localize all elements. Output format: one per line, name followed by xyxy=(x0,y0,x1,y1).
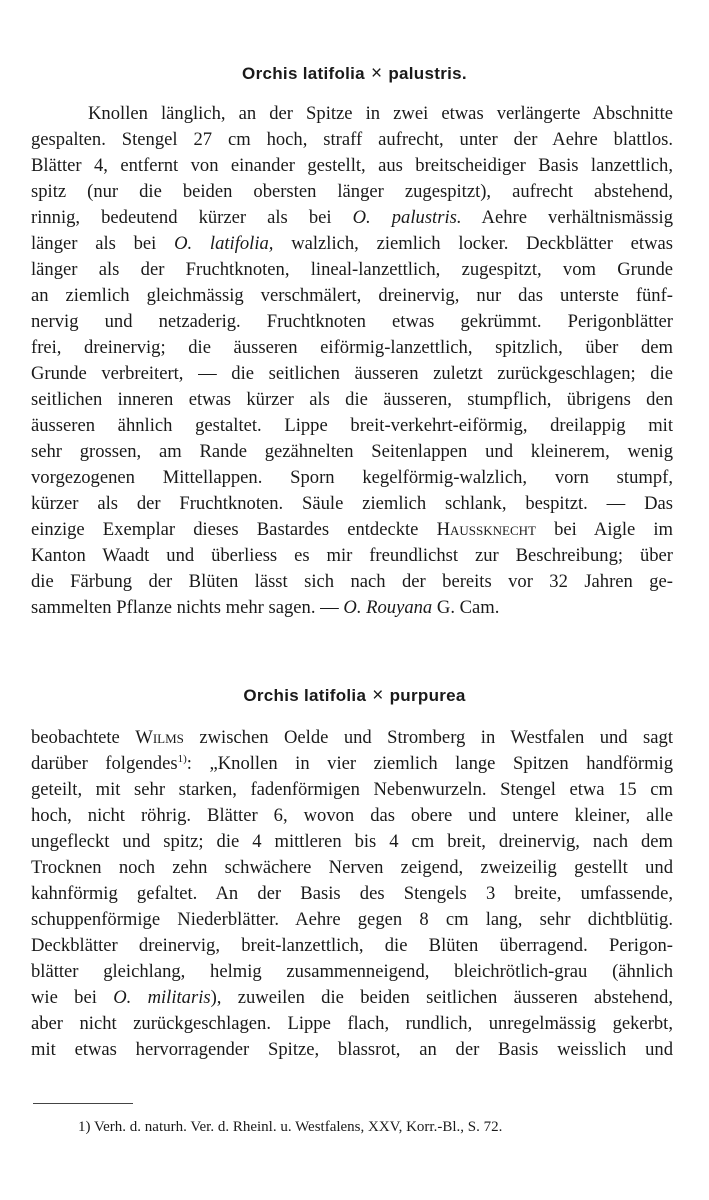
text-line: Knollen länglich, an der Spitze in zwei etwas verlängerte Abschnitte xyxy=(88,103,673,124)
collector-name: Haussknecht xyxy=(436,519,536,540)
text-line: ungefleckt und spitz; die 4 mittleren bis 4 cm breit, dreinervig, nach dem xyxy=(31,831,673,852)
text-line: die Färbung der Blüten lässt sich nach der bereits vor 32 Jahren ge- xyxy=(31,571,673,592)
footnote-text: Verh. d. naturh. Ver. d. Rheinl. u. Westfalens, XXV, Korr.-Bl., S. 72. xyxy=(93,1119,503,1135)
species-name: O. Rouyana xyxy=(343,597,433,618)
section-heading-latifolia-purpurea xyxy=(0,685,709,707)
text-line: schuppenförmige Niederblätter. Aehre gegen 8 cm lang, sehr dichtblütig. xyxy=(31,909,673,930)
text-line: geteilt, mit sehr starken, fadenförmigen Nebenwurzeln. Stengel etwa 15 cm xyxy=(31,779,673,800)
heading-left: Orchis latifolia xyxy=(243,686,367,705)
footnote-divider xyxy=(33,1103,133,1104)
section-heading-latifolia-palustris xyxy=(0,63,709,85)
text-segment: bei Aigle im xyxy=(554,519,673,540)
text-line: kürzer als der Fruchtknoten. Säule ziemlich schlank, bespitzt. — Das xyxy=(31,493,673,514)
text-line xyxy=(31,206,673,230)
text-line: Kanton Waadt und überliess es mir freundlichst zur Beschreibung; über xyxy=(31,545,673,566)
text-line: Trocknen noch zehn schwächere Nerven zeigend, zweizeilig gestellt und xyxy=(31,857,673,878)
text-line: kahnförmig gefaltet. An der Basis des Stengels 3 breite, umfassende, xyxy=(31,883,673,904)
text-segment: walzlich, ziemlich locker. Deckblätter etwas xyxy=(291,233,673,254)
heading-left: Orchis latifolia xyxy=(242,64,365,83)
text-segment: beobachtete xyxy=(31,727,120,748)
heading-right: palustris. xyxy=(388,64,467,83)
text-segment: : „Knollen in vier ziemlich lange Spitzen handförmig xyxy=(186,753,673,774)
text-line: frei, dreinervig; die äusseren eiförmig-lanzettlich, spitzlich, über dem xyxy=(31,337,673,358)
text-line: hoch, nicht röhrig. Blätter 6, wovon das obere und untere kleiner, alle xyxy=(31,805,673,826)
hybrid-cross-symbol: × xyxy=(372,685,384,706)
text-line: nervig und netzaderig. Fruchtknoten etwas gekrümmt. Perigonblätter xyxy=(31,311,673,332)
text-line: länger als der Fruchtknoten, lineal-lanzettlich, zugespitzt, vom Grunde xyxy=(31,259,673,280)
text-line xyxy=(31,752,673,776)
species-name: O. militaris xyxy=(113,987,211,1008)
text-line: sehr grossen, am Rande gezähnelten Seitenlappen und kleinerem, wenig xyxy=(31,441,673,462)
text-line: äusseren ähnlich gestaltet. Lippe breit-verkehrt-eiförmig, dreilappig mit xyxy=(31,415,673,436)
hybrid-cross-symbol: × xyxy=(370,63,383,84)
species-name: O. latifolia, xyxy=(174,233,274,254)
text-line: Deckblätter dreinervig, breit-lanzettlich, die Blüten überragend. Perigon- xyxy=(31,935,673,956)
text-line: mit etwas hervorragender Spitze, blassrot, an der Basis weisslich und xyxy=(31,1039,673,1060)
text-segment: Aehre verhältnismässig xyxy=(481,207,673,228)
observer-name: Wilms xyxy=(135,727,184,748)
text-line: seitlichen inneren etwas kürzer als die äusseren, stumpflich, übrigens den xyxy=(31,389,673,410)
text-segment: darüber folgendes xyxy=(31,753,178,774)
text-line: blätter gleichlang, helmig zusammenneigend, bleichrötlich-grau (ähnlich xyxy=(31,961,673,982)
text-segment: ), zuweilen die beiden seitlichen äusseren abstehend, xyxy=(210,987,673,1008)
text-line xyxy=(31,726,673,750)
text-line: vorgezogenen Mittellappen. Sporn kegelförmig-walzlich, vorn stumpf, xyxy=(31,467,673,488)
text-line: Blätter 4, entfernt von einander gestellt, aus breitscheidiger Basis lanzettlich, xyxy=(31,155,673,176)
text-line: gespalten. Stengel 27 cm hoch, straff aufrecht, unter der Aehre blattlos. xyxy=(31,129,673,150)
text-segment: einzige Exemplar dieses Bastardes entdeckte xyxy=(31,519,419,540)
text-segment: sammelten Pflanze nichts mehr sagen. — xyxy=(31,597,339,618)
footnote xyxy=(78,1117,638,1137)
text-segment: zwischen Oelde und Stromberg in Westfalen und sagt xyxy=(199,727,674,748)
text-line xyxy=(31,986,673,1010)
text-line: Grunde verbreitert, — die seitlichen äusseren zuletzt zurückgeschlagen; die xyxy=(31,363,673,384)
footnote-mark: 1) xyxy=(78,1119,91,1135)
text-line: an ziemlich gleichmässig verschmälert, dreinervig, nur das unterste fünf- xyxy=(31,285,673,306)
text-line xyxy=(31,232,673,256)
text-line: spitz (nur die beiden obersten länger zugespitzt), aufrecht abstehend, xyxy=(31,181,673,202)
text-line xyxy=(31,596,673,620)
text-segment: rinnig, bedeutend kürzer als bei xyxy=(31,207,332,228)
text-line xyxy=(31,518,673,542)
footnote-reference: 1) xyxy=(177,752,187,765)
species-author: G. Cam. xyxy=(436,597,500,618)
text-segment: länger als bei xyxy=(31,233,157,254)
text-line: aber nicht zurückgeschlagen. Lippe flach, rundlich, unregelmässig gekerbt, xyxy=(31,1013,673,1034)
heading-right: purpurea xyxy=(389,686,466,705)
text-segment: wie bei xyxy=(31,987,97,1008)
species-name: O. palustris. xyxy=(352,207,462,228)
